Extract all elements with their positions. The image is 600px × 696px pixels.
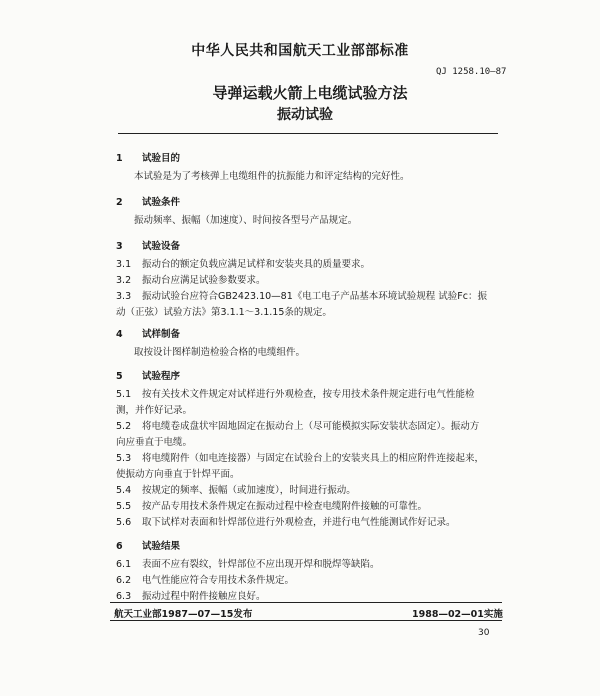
footer-divider-bottom — [110, 620, 502, 621]
section-4-text: 取按设计图样制造检验合格的电缆组件。 — [134, 347, 306, 358]
footer-divider-top — [110, 602, 502, 603]
clause-3-1: 3.1 振动台的额定负载应满足试样和安装夹具的质量要求。 — [116, 259, 371, 270]
clause-6-1: 6.1 表面不应有裂纹，针焊部位不应出现开焊和脱焊等缺陷。 — [116, 559, 380, 570]
clause-5-1: 5.1 按有关技术文件规定对试样进行外观检查，按专用技术条件规定进行电气性能检 — [116, 389, 475, 400]
standard-code: QJ 1258.10—87 — [436, 67, 507, 77]
section-6-heading: 6 试验结果 — [116, 541, 181, 552]
header-divider — [118, 133, 498, 134]
section-4-heading: 4 试样制备 — [116, 329, 181, 340]
clause-3-3-continued: 动（正弦）试验方法》第3.1.1～3.1.15条的规定。 — [116, 307, 332, 318]
clause-3-3: 3.3 振动试验台应符合GB2423.10—81《电工电子产品基本环境试验规程 试验Fc：振 — [116, 291, 487, 302]
clause-6-2: 6.2 电气性能应符合专用技术条件规定。 — [116, 575, 295, 586]
clause-5-4: 5.4 按规定的频率、振幅（或加速度），时间进行振动。 — [116, 485, 356, 496]
implementation-date: 1988—02—01实施 — [412, 609, 503, 620]
standard-name: 中华人民共和国航天工业部部标准 — [191, 43, 409, 59]
page-number: 30 — [478, 628, 490, 638]
clause-5-3: 5.3 将电缆附件（如电连接器）与固定在试验台上的安装夹具上的相应附件连接起来， — [116, 453, 485, 464]
clause-5-6: 5.6 取下试样对表面和针焊部位进行外观检查，并进行电气性能测试作好记录。 — [116, 517, 456, 528]
document-title: 导弹运载火箭上电缆试验方法 — [212, 84, 408, 102]
clause-3-2: 3.2 振动台应满足试验参数要求。 — [116, 275, 266, 286]
section-1-heading: 1 试验目的 — [116, 153, 181, 164]
section-2-heading: 2 试验条件 — [116, 197, 181, 208]
clause-5-3-continued: 使振动方向垂直于针焊平面。 — [116, 469, 240, 480]
clause-6-3: 6.3 振动过程中附件接触应良好。 — [116, 591, 266, 602]
section-2-text: 振动频率、振幅（加速度）、时间按各型号产品规定。 — [134, 215, 358, 226]
section-1-text: 本试验是为了考核弹上电缆组件的抗振能力和评定结构的完好性。 — [134, 171, 410, 182]
clause-5-2-continued: 向应垂直于电缆。 — [116, 437, 193, 448]
issue-date: 航天工业部1987—07—15发布 — [114, 609, 253, 620]
clause-5-1-continued: 测，并作好记录。 — [116, 405, 193, 416]
clause-5-5: 5.5 按产品专用技术条件规定在振动过程中检查电缆附件接触的可靠性。 — [116, 501, 428, 512]
clause-5-2: 5.2 将电缆卷成盘状牢固地固定在振动台上（尽可能模拟实际安装状态固定）。振动方 — [116, 421, 480, 432]
section-3-heading: 3 试验设备 — [116, 241, 181, 252]
section-5-heading: 5 试验程序 — [116, 371, 181, 382]
document-subtitle: 振动试验 — [277, 107, 333, 123]
